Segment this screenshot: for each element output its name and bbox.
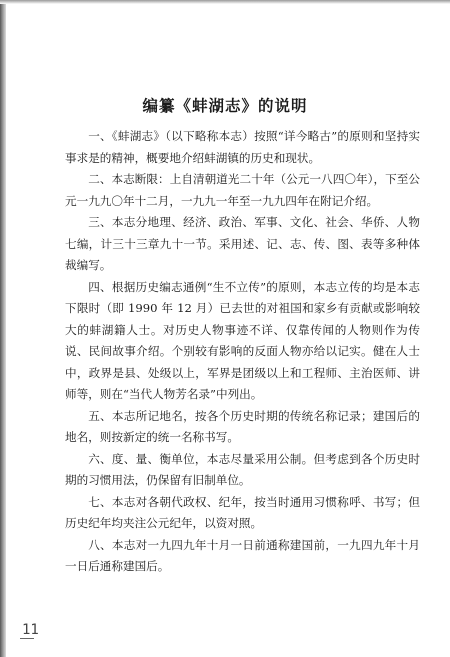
paragraph-3: 三、本志分地理、经济、政治、军事、文化、社会、华侨、人物七编，计三十三章九十一节。采用述、记、志、传、图、表等多种体裁编写。 — [65, 215, 420, 272]
paragraph-2: 二、本志断限：上自清朝道光二十年（公元一八四〇年），下至公元一九九〇年十二月，一九九一年至一九九四年在附记介绍。 — [65, 172, 420, 208]
paragraph-4: 四、根据历史编志通例“生不立传”的原则，本志立传的均是本志下限时（即 1990 年 12 月）已去世的对祖国和家乡有贡献或影响较大的蚌湖籍人士。对历史人物事迹不详、仅靠传闻的人物则作为传说、民间故事介绍。个别较有影响的反面人物亦给以记实。健在人士中，政界是县、处级以上，军界是团级以上和工程师、主治医师、讲师等，则在“当代人物芳名录”中列出。 — [65, 279, 420, 401]
paragraph-5: 五、本志所记地名，按各个历史时期的传统名称记录；建国后的地名，则按新定的统一名称书写。 — [65, 408, 420, 444]
page-number-underline — [20, 638, 34, 639]
paragraph-7: 七、本志对各朝代政权、纪年，按当时通用习惯称呼、书写；但历史纪年均夹注公元纪年，以资对照。 — [65, 494, 420, 530]
page-top-edge — [0, 0, 450, 4]
page-title: 编纂《蚌湖志》的说明 — [142, 96, 308, 115]
document-body — [65, 126, 420, 578]
paragraph-1: 一、《蚌湖志》（以下略称本志）按照“详今略古”的原则和坚持实事求是的精神，概要地介绍蚌湖镇的历史和现状。 — [65, 129, 420, 165]
page-number: 11 — [22, 622, 39, 638]
paragraph-6: 六、度、量、衡单位，本志尽量采用公制。但考虑到各个历史时期的习惯用法，仍保留有旧制单位。 — [65, 451, 420, 487]
paragraph-8: 八、本志对一九四九年十月一日前通称建国前，一九四九年十月一日后通称建国后。 — [65, 537, 420, 573]
